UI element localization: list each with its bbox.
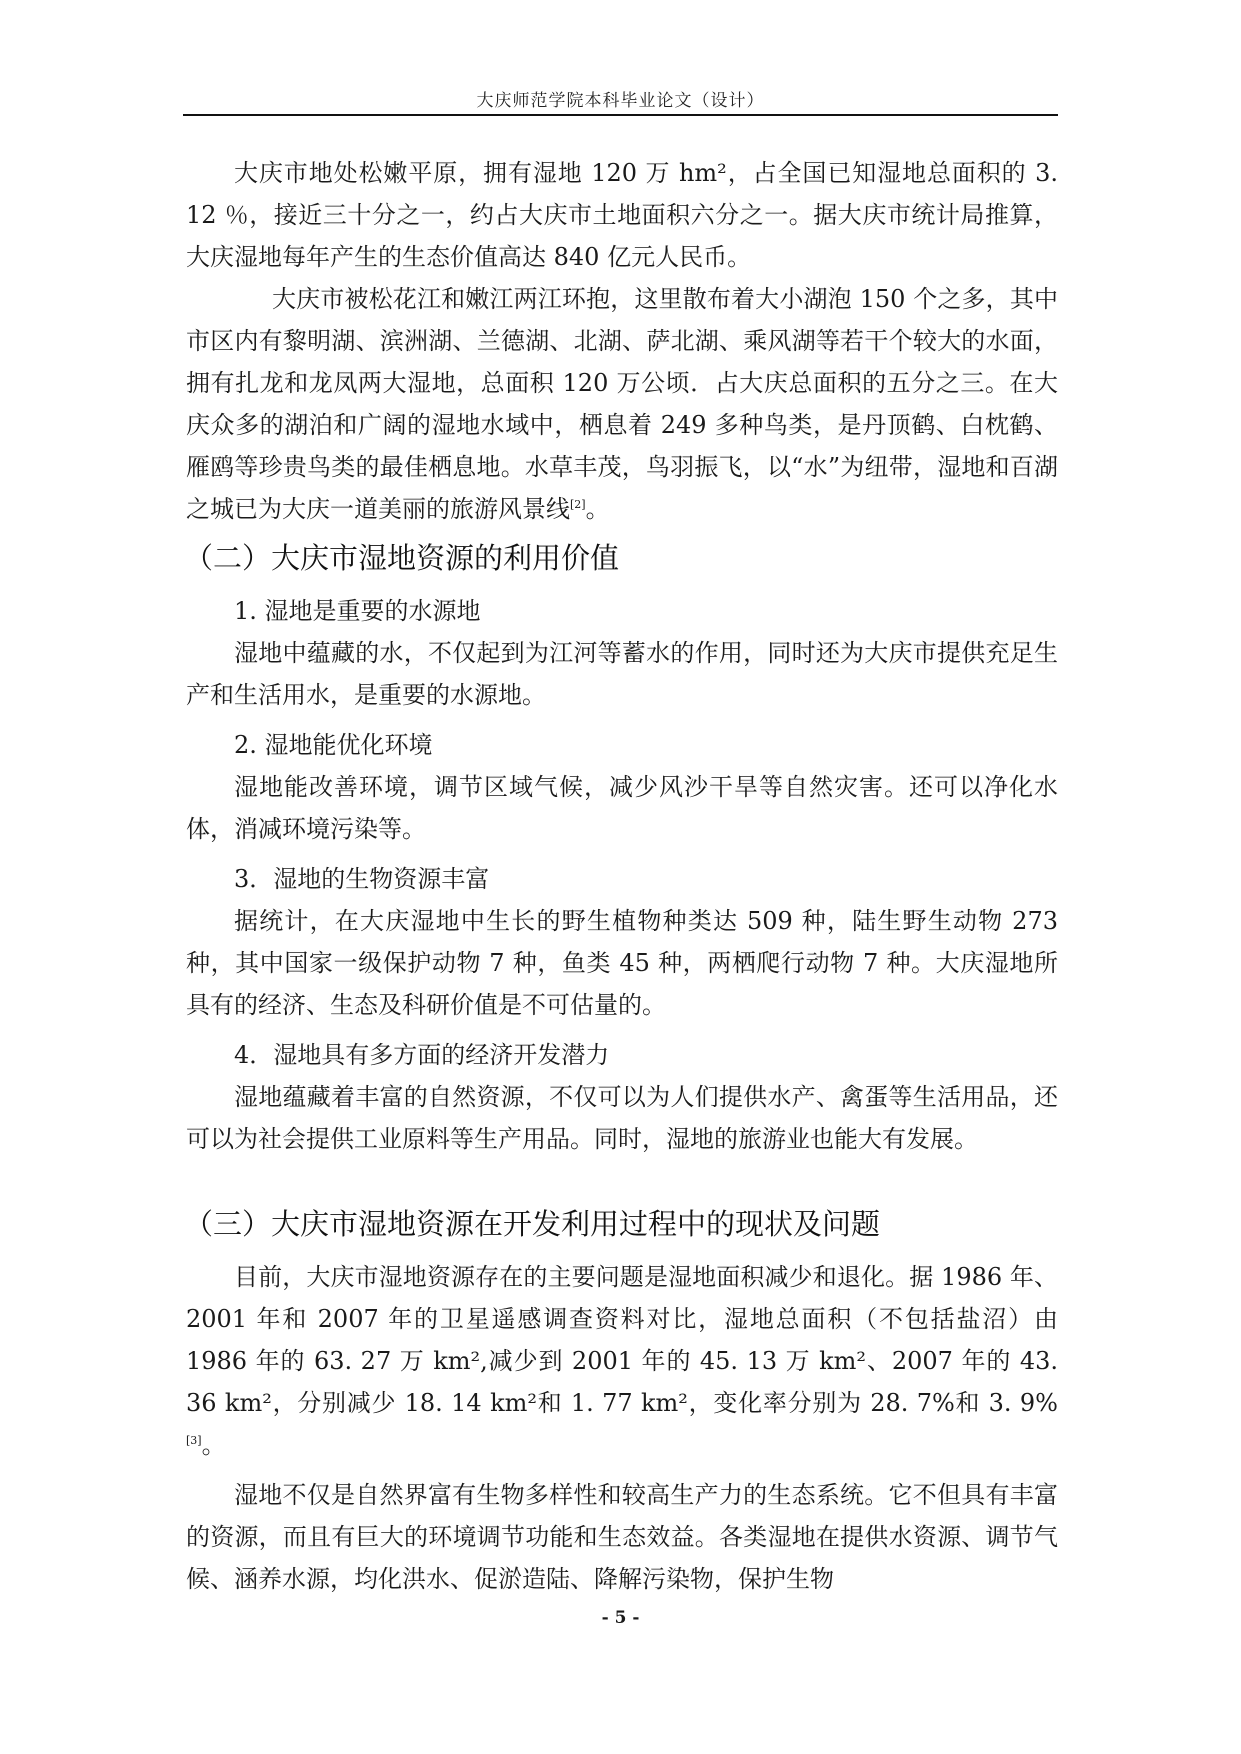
citation-2: [2]	[570, 498, 586, 511]
item-4-heading: 4．湿地具有多方面的经济开发潜力	[234, 1041, 610, 1069]
section-3-paragraph-2: 湿地不仅是自然界富有生物多样性和较高生产力的生态系统。它不但具有丰富的资源，而且有巨大的环境调节功能和生态效益。各类湿地在提供水资源、调节气候、涵养水源，均化洪水、促淤造陆、降解污染物，保护生物	[186, 1481, 1058, 1593]
item-4-text: 湿地蕴藏着丰富的自然资源，不仅可以为人们提供水产、禽蛋等生活用品，还可以为社会提供工业原料等生产用品。同时，湿地的旅游业也能大有发展。	[186, 1083, 1058, 1153]
document-body	[186, 152, 1058, 1600]
citation-3: [3]	[186, 1434, 202, 1447]
section-3-paragraph-1-text: 目前，大庆市湿地资源存在的主要问题是湿地面积减少和退化。据 1986 年、2001 年和 2007 年的卫星遥感调查资料对比，湿地总面积（不包括盐沼）由 1986 年的 63. 27 万 km²,减少到 2001 年的 45. 13 万 km²、2007 年的 43. 36 km²，分别减少 18. 14 km²和 1. 77 km²，变化率分别为 28. 7%和 3. 9%	[186, 1263, 1058, 1417]
item-2-text: 湿地能改善环境，调节区域气候，减少风沙干旱等自然灾害。还可以净化水体，消减环境污染等。	[186, 773, 1058, 843]
header-rule	[183, 114, 1058, 116]
section-3-paragraph-1-end: 。	[201, 1431, 226, 1459]
paragraph-intro-1: 大庆市地处松嫩平原，拥有湿地 120 万 hm²，占全国已知湿地总面积的 3. 12 ％，接近三十分之一，约占大庆市土地面积六分之一。据大庆市统计局推算，大庆湿地每年产生的生态价值高达 840 亿元人民币。	[186, 159, 1058, 271]
item-3-text: 据统计，在大庆湿地中生长的野生植物种类达 509 种，陆生野生动物 273 种，其中国家一级保护动物 7 种，鱼类 45 种，两栖爬行动物 7 种。大庆湿地所具有的经济、生态及科研价值是不可估量的。	[186, 907, 1058, 1019]
section-2-title: （二）大庆市湿地资源的利用价值	[184, 541, 620, 575]
page-number: - 5 -	[601, 1608, 640, 1628]
item-1-heading: 1. 湿地是重要的水源地	[234, 597, 481, 625]
item-1-text: 湿地中蕴藏的水，不仅起到为江河等蓄水的作用，同时还为大庆市提供充足生产和生活用水，是重要的水源地。	[186, 639, 1058, 709]
section-3-paragraph-1	[186, 1256, 1058, 1466]
paragraph-intro-2	[186, 278, 1058, 530]
item-3-heading: 3．湿地的生物资源丰富	[234, 865, 490, 893]
paragraph-intro-2-end: 。	[585, 495, 610, 523]
section-3-title: （三）大庆市湿地资源在开发利用过程中的现状及问题	[184, 1207, 881, 1241]
running-header: 大庆师范学院本科毕业论文（设计）	[476, 91, 765, 111]
paragraph-intro-2-text: 大庆市被松花江和嫩江两江环抱，这里散布着大小湖泡 150 个之多，其中市区内有黎明湖、滨洲湖、兰德湖、北湖、萨北湖、乘风湖等若干个较大的水面，拥有扎龙和龙凤两大湿地，总面积 120 万公顷．占大庆总面积的五分之三。在大庆众多的湖泊和广阔的湿地水域中，栖息着 249 多种鸟类，是丹顶鹤、白枕鹤、雁鸥等珍贵鸟类的最佳栖息地。水草丰茂，鸟羽振飞，以“水”为纽带，湿地和百湖之城已为大庆一道美丽的旅游风景线	[186, 285, 1058, 523]
item-2-heading: 2. 湿地能优化环境	[234, 731, 433, 759]
